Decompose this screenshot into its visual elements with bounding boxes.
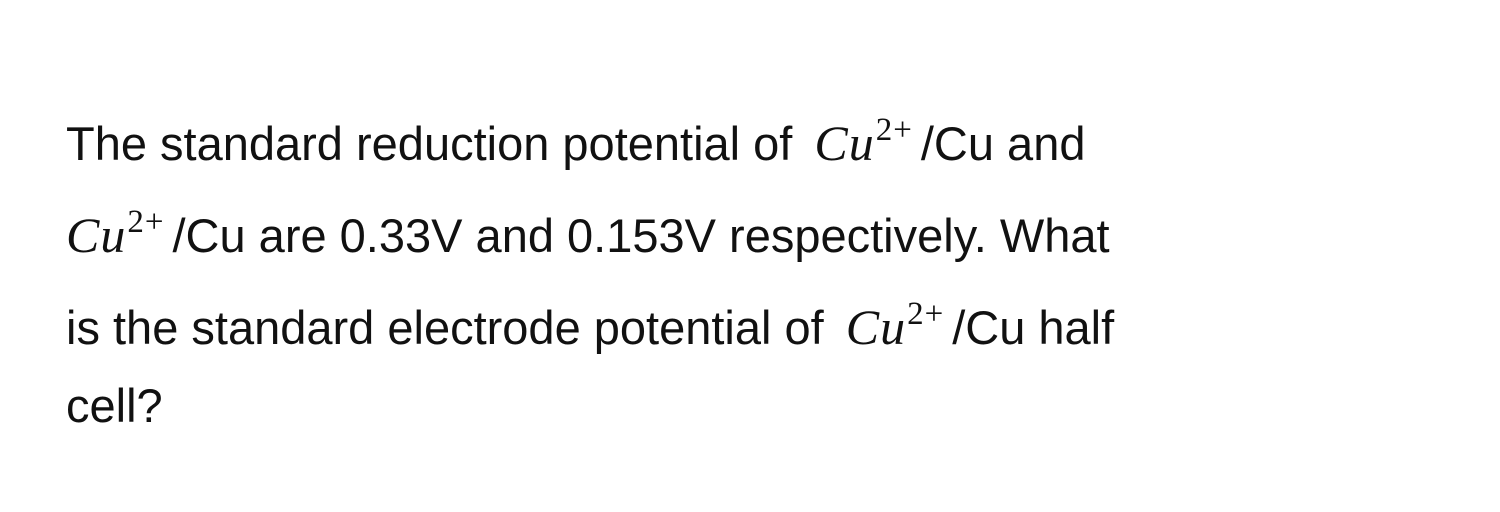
ion-charge: 2+: [127, 204, 165, 240]
copper-ion-formula: [66, 204, 165, 263]
line3-text-after: /Cu half: [952, 301, 1115, 354]
line3-text-before: is the standard electrode potential of: [66, 301, 824, 354]
question-line-4: [66, 360, 1446, 452]
ion-symbol: Cu: [845, 299, 907, 355]
question-line-1: [66, 84, 1446, 176]
line2-text-after: /Cu are 0.33V and 0.153V respectively. What: [172, 209, 1110, 262]
question-line-3: [66, 268, 1446, 360]
line1-text-before: The standard reduction potential of: [66, 117, 793, 170]
question-line-2: [66, 176, 1446, 268]
copper-ion-formula: [845, 296, 945, 355]
question-text: [66, 84, 1446, 452]
ion-symbol: Cu: [66, 207, 127, 263]
line1-text-after: /Cu and: [920, 117, 1086, 170]
ion-charge: 2+: [875, 112, 913, 148]
line4-text: cell?: [66, 379, 163, 432]
copper-ion-formula: [814, 112, 913, 171]
ion-charge: 2+: [907, 296, 945, 332]
ion-symbol: Cu: [814, 115, 875, 171]
